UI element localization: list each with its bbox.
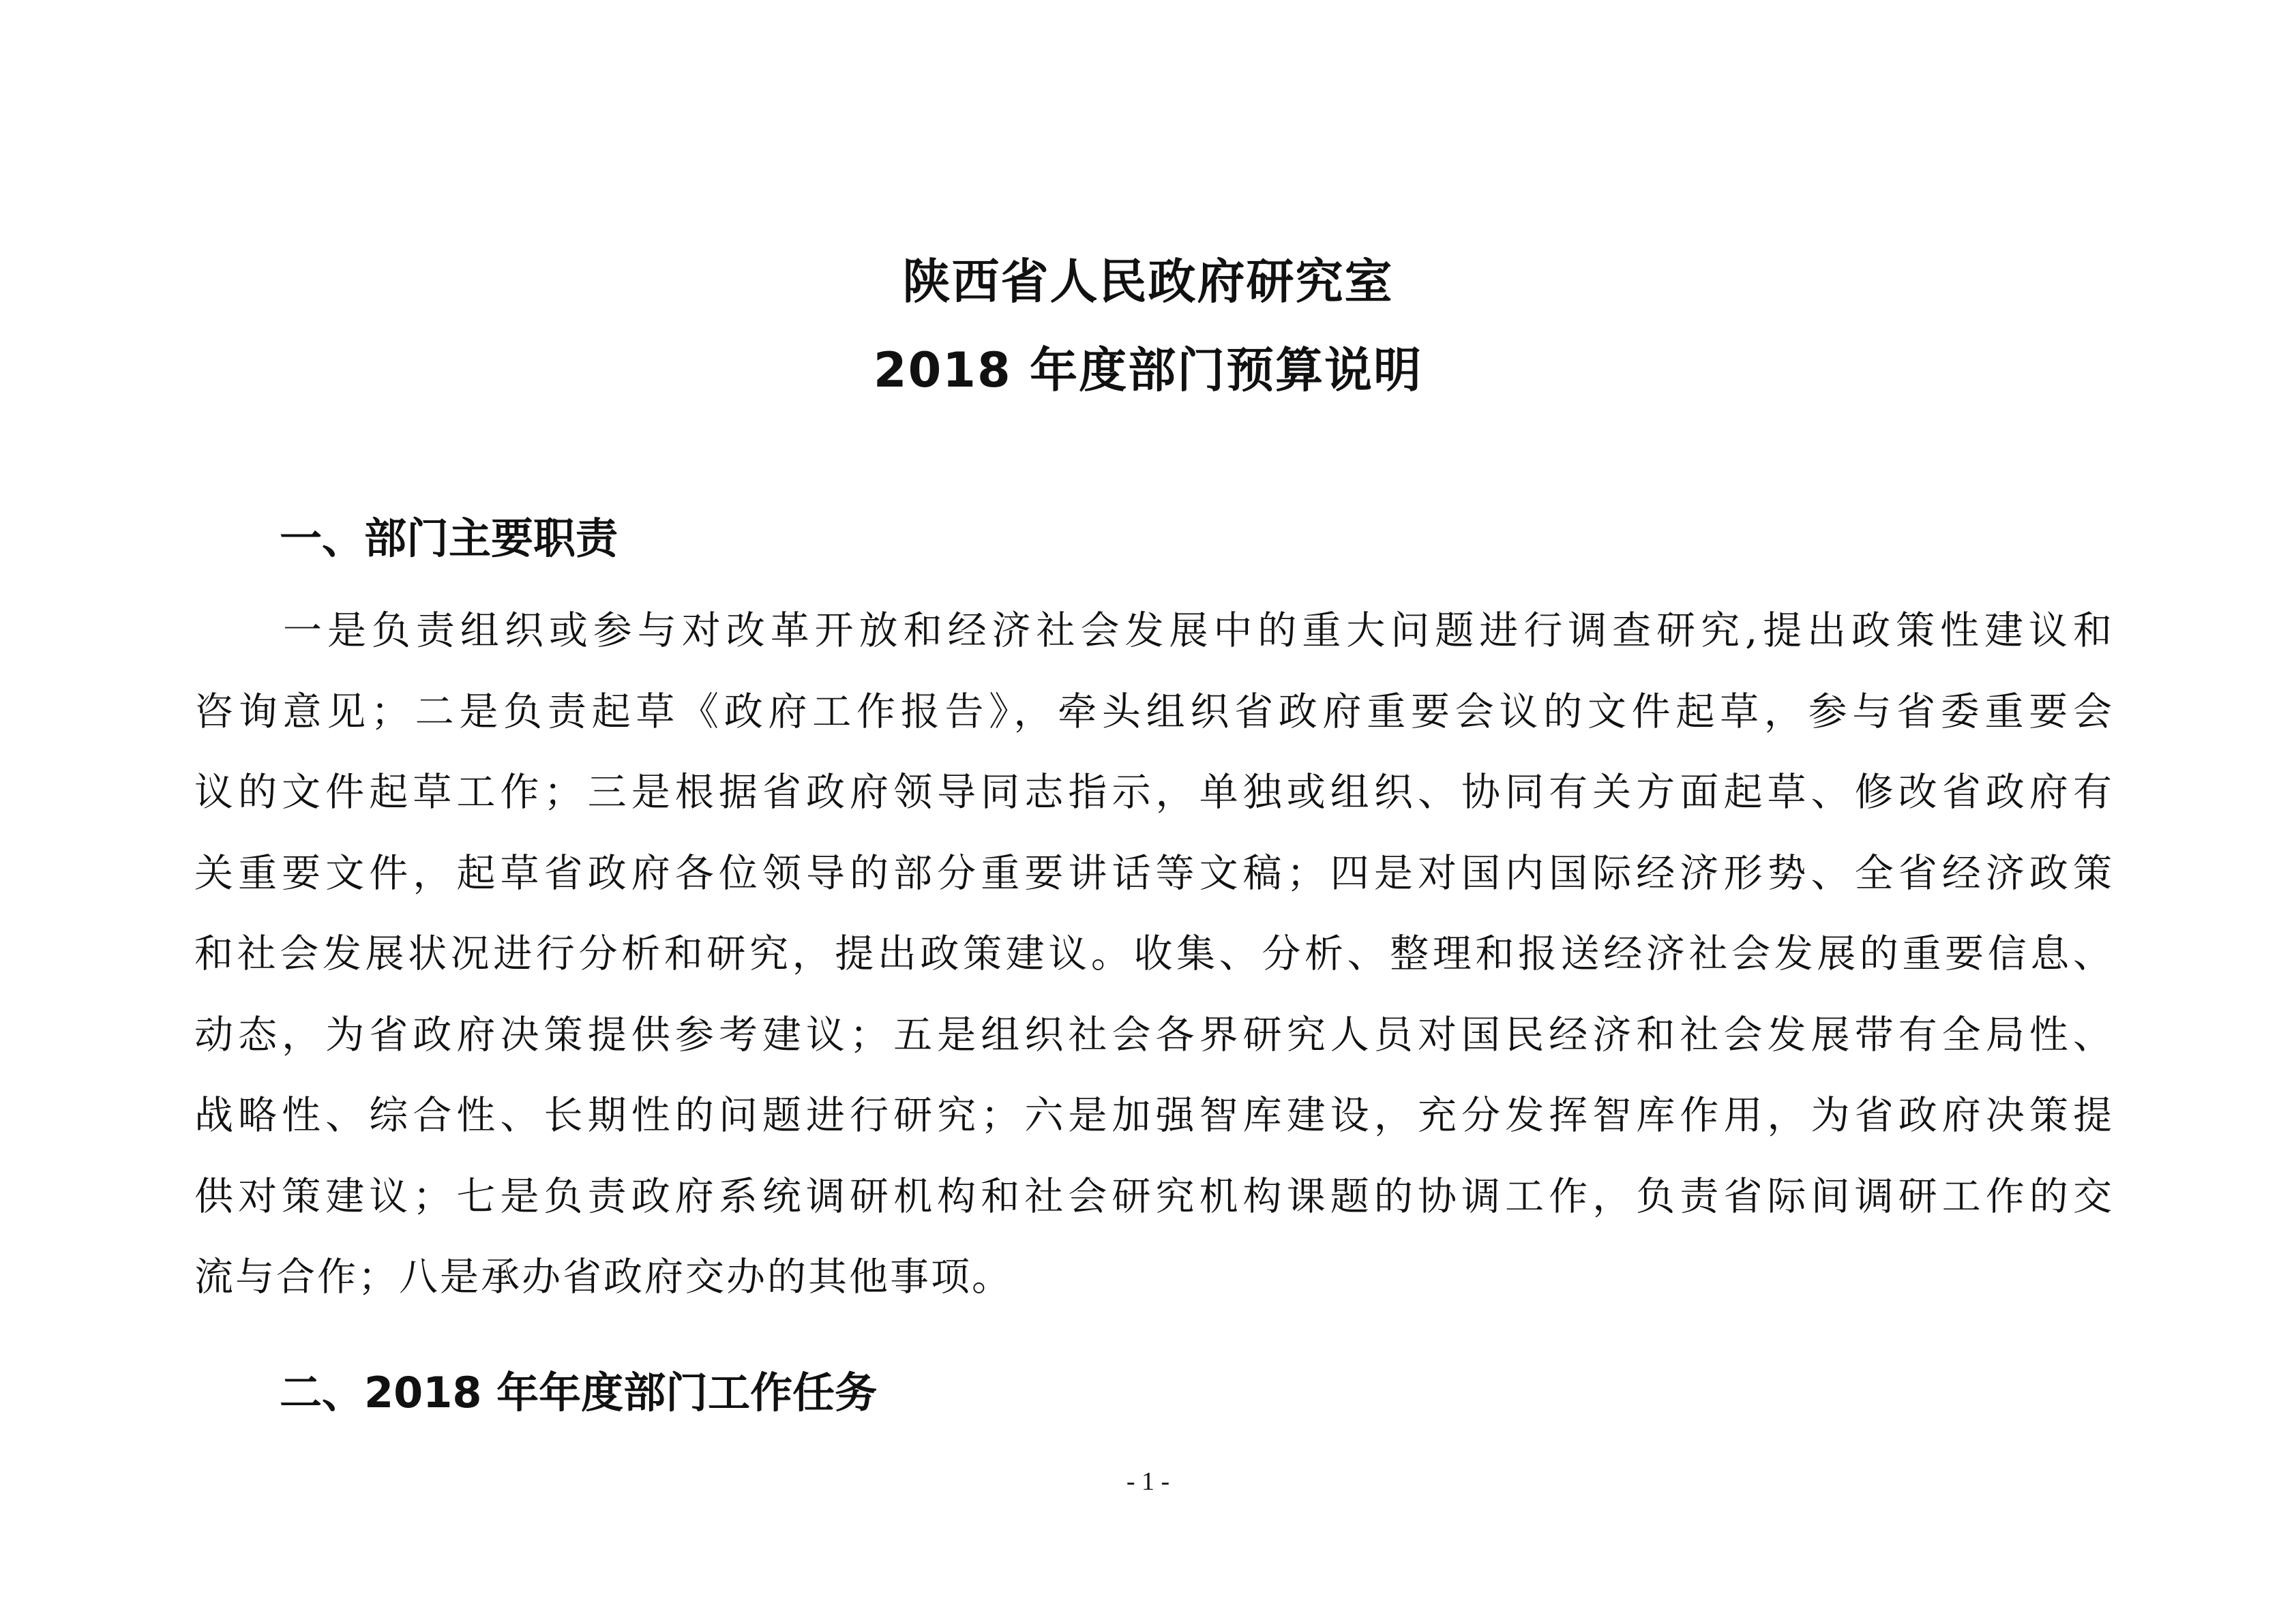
page-number: - 1 - (1126, 1467, 1170, 1496)
paragraph-line: 一是负责组织或参与对改革开放和经济社会发展中的重大问题进行调查研究,提出政策性建议和 (283, 608, 2114, 653)
paragraph-line: 动态，为省政府决策提供参考建议；五是组织社会各界研究人员对国民经济和社会发展带有全局性、 (194, 1012, 2114, 1057)
section-heading-tasks: 二、2018 年年度部门工作任务 (280, 1368, 878, 1417)
paragraph-line: 咨询意见；二是负责起草《政府工作报告》，牵头组织省政府重要会议的文件起草，参与省委重要会 (194, 689, 2114, 734)
paragraph-line: 供对策建议；七是负责政府系统调研机构和社会研究机构课题的协调工作，负责省际间调研工作的交 (194, 1173, 2114, 1219)
section-body-duties (194, 590, 2114, 1318)
section-heading-duties: 一、部门主要职责 (280, 513, 618, 563)
paragraph-line: 流与合作；八是承办省政府交办的其他事项。 (194, 1255, 1013, 1300)
paragraph-line: 战略性、综合性、长期性的问题进行研究；六是加强智库建设，充分发挥智库作用，为省政府决策提 (194, 1093, 2114, 1138)
document-subtitle: 2018 年度部门预算说明 (873, 342, 1423, 398)
paragraph-line: 议的文件起草工作；三是根据省政府领导同志指示，单独或组织、协同有关方面起草、修改省政府有 (194, 770, 2114, 815)
paragraph-line: 和社会发展状况进行分析和研究，提出政策建议。收集、分析、整理和报送经济社会发展的重要信息、 (194, 931, 2114, 976)
document-title: 陕西省人民政府研究室 (902, 254, 1394, 310)
paragraph-line: 关重要文件，起草省政府各位领导的部分重要讲话等文稿；四是对国内国际经济形势、全省经济政策 (194, 850, 2114, 896)
